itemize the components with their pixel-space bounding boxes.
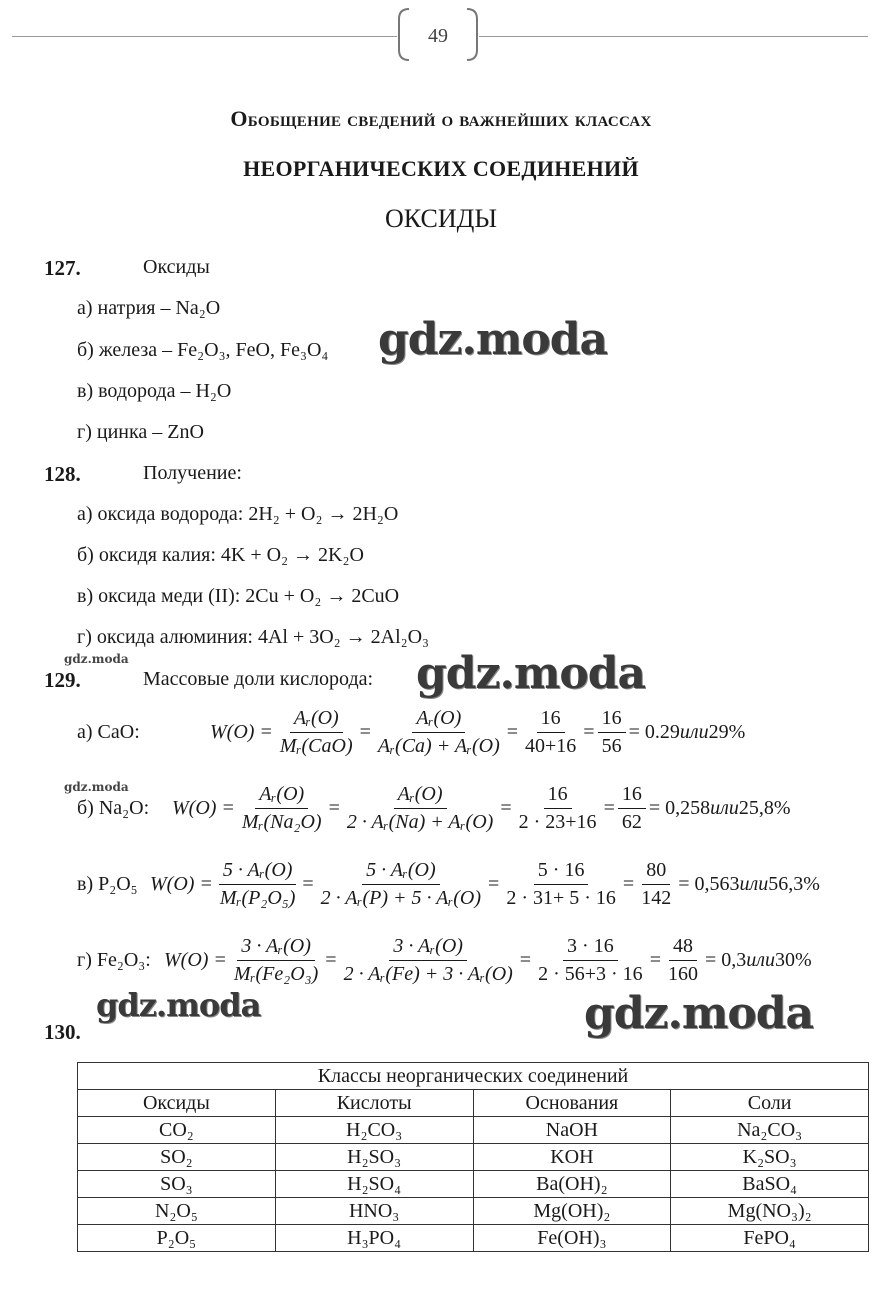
table-row	[78, 1171, 869, 1198]
numerator: 5 · Aᵣ(O)	[219, 859, 297, 885]
task-127-label: Оксиды	[143, 256, 210, 278]
numerator: 3 · Aᵣ(O)	[237, 935, 315, 961]
numerator: 16	[598, 707, 626, 733]
table-cell: P₂O₅	[78, 1225, 276, 1252]
task-127-number: 127.	[44, 256, 81, 280]
denominator: 56	[601, 735, 622, 757]
fraction-1	[276, 707, 357, 758]
denominator: 2 · Aᵣ(P) + 5 · Aᵣ(O)	[320, 887, 482, 909]
table-cell: HNO₃	[275, 1198, 473, 1225]
watermark-small-2: gdz.moda	[64, 780, 129, 794]
result-value: = 0,563	[678, 873, 740, 895]
fraction-3	[515, 783, 601, 834]
task-127-item-d: г) цинка – ZnO	[77, 421, 204, 443]
numerator: 16	[544, 783, 572, 809]
equals-sign: =	[500, 797, 512, 819]
denominator: 2 · 23+16	[518, 811, 597, 833]
header-rule-left	[12, 36, 397, 37]
result-percent: 56,3%	[768, 873, 820, 895]
fraction-2	[374, 707, 504, 758]
task-129-row-b-prefix: б) Na₂O:	[77, 797, 150, 819]
equals-sign: =	[583, 721, 595, 743]
section-heading-line2: НЕОРГАНИЧЕСКИХ СОЕДИНЕНИЙ	[243, 156, 639, 181]
table-cell: CO₂	[78, 1117, 276, 1144]
header-bases: Основания	[473, 1090, 671, 1117]
denominator: 2 · Aᵣ(Fe) + 3 · Aᵣ(O)	[343, 963, 513, 985]
task-128-number: 128.	[44, 462, 81, 486]
denominator: 2 · 31+ 5 · 16	[506, 887, 616, 909]
watermark-4: gdz.moda	[584, 988, 814, 1039]
watermark-1: gdz.moda	[378, 314, 608, 365]
fraction-4	[618, 783, 646, 834]
table-cell: Mg(NO₃)₂	[671, 1198, 869, 1225]
numerator: 48	[669, 935, 697, 961]
equals-sign: =	[649, 949, 661, 971]
page-number-frame	[397, 7, 479, 62]
table-row	[78, 1225, 869, 1252]
denominator: 2 · 56+3 · 16	[538, 963, 643, 985]
equals-sign: =	[325, 949, 337, 971]
equals-sign: =	[328, 797, 340, 819]
table-cell: Ba(OH)₂	[473, 1171, 671, 1198]
fraction-2	[343, 783, 497, 834]
result-value: = 0,258	[648, 797, 711, 819]
task-130-number: 130.	[44, 1020, 81, 1044]
fraction-1	[230, 935, 322, 986]
task-129-label: Массовые доли кислорода:	[143, 668, 374, 690]
table-cell: K₂SO₃	[671, 1144, 869, 1171]
watermark-2: gdz.moda	[416, 648, 646, 699]
denominator: 142	[641, 887, 672, 909]
task-129-row-a-prefix: а) CaO:	[77, 721, 140, 743]
equals-sign: =	[302, 873, 314, 895]
numerator: 16	[618, 783, 646, 809]
task-129-number: 129.	[44, 668, 81, 692]
lhs: W(O) =	[150, 873, 213, 895]
task-129-row-b-equation	[172, 783, 791, 834]
table-cell: Mg(OH)₂	[473, 1198, 671, 1225]
lhs: W(O) =	[210, 721, 273, 743]
subsection-heading: ОКСИДЫ	[385, 204, 497, 233]
result-value: = 0.29	[628, 721, 680, 743]
lhs: W(O) =	[172, 797, 235, 819]
equals-sign: =	[506, 721, 519, 743]
numerator: 16	[537, 707, 565, 733]
result-percent: 29%	[708, 721, 746, 743]
task-127-item-c: в) водорода – H₂O	[77, 380, 232, 402]
equals-sign: =	[359, 721, 371, 743]
fraction-1	[216, 859, 299, 910]
task-129-row-d-prefix: г) Fe₂O₃:	[77, 949, 151, 971]
table-cell: N₂O₅	[78, 1198, 276, 1225]
denominator: Mᵣ(Na₂O)	[241, 811, 322, 833]
or-word: или	[710, 797, 739, 819]
task-127-item-b: б) железа – Fe₂O₃, FeO, Fe₃O₄	[77, 339, 329, 361]
numerator: Aᵣ(O)	[412, 707, 465, 733]
task-129-row-d-equation	[164, 935, 812, 986]
numerator: Aᵣ(O)	[290, 707, 343, 733]
fraction-3	[521, 707, 580, 758]
denominator: 40+16	[525, 735, 577, 757]
fraction-4	[637, 859, 675, 910]
task-129-row-c-prefix: в) P₂O₅	[77, 873, 138, 895]
table-cell: FePO₄	[671, 1225, 869, 1252]
section-heading-line1: Обобщение сведений о важнейших классах	[230, 106, 652, 131]
task-128-item-b: б) оксидя калия: 4K + O₂ → 2K₂O	[77, 544, 364, 566]
lhs: W(O) =	[164, 949, 227, 971]
denominator: Mᵣ(P₂O₅)	[219, 887, 296, 909]
or-word: или	[746, 949, 775, 971]
table-cell: BaSO₄	[671, 1171, 869, 1198]
header-salts: Соли	[671, 1090, 869, 1117]
table-cell: H₂CO₃	[275, 1117, 473, 1144]
equals-sign: =	[488, 873, 500, 895]
fraction-3	[502, 859, 620, 910]
denominator: 160	[667, 963, 698, 985]
fraction-4	[664, 935, 702, 986]
task-127-item-a: а) натрия – Na₂O	[77, 297, 221, 319]
numerator: Aᵣ(O)	[255, 783, 308, 809]
watermark-3: gdz.moda	[96, 986, 261, 1024]
equals-sign: =	[519, 949, 532, 971]
equals-sign: =	[622, 873, 635, 895]
table-cell: KOH	[473, 1144, 671, 1171]
page-number: 49	[428, 25, 448, 47]
header-rule-right	[479, 36, 868, 37]
task-128-label: Получение:	[143, 462, 242, 484]
header-acids: Кислоты	[275, 1090, 473, 1117]
fraction-2	[317, 859, 485, 910]
equals-sign: =	[603, 797, 615, 819]
denominator: Mᵣ(Fe₂O₃)	[233, 963, 319, 985]
fraction-2	[340, 935, 517, 986]
numerator: 80	[642, 859, 670, 885]
table-cell: H₃PO₄	[275, 1225, 473, 1252]
header-oxides: Оксиды	[78, 1090, 276, 1117]
denominator: 2 · Aᵣ(Na) + Aᵣ(O)	[346, 811, 494, 833]
task-128-item-d: г) оксида алюминия: 4Al + 3O₂ → 2Al₂O₃	[77, 626, 430, 648]
or-word: или	[679, 721, 709, 743]
task-128-item-a: а) оксида водорода: 2H₂ + O₂ → 2H₂O	[77, 503, 399, 525]
table-row	[78, 1198, 869, 1225]
table-cell: Na₂CO₃	[671, 1117, 869, 1144]
table-cell: H₂SO₃	[275, 1144, 473, 1171]
table-caption: Классы неорганических соединений	[78, 1063, 869, 1090]
table-row	[78, 1144, 869, 1171]
fraction-4	[598, 707, 626, 758]
numerator: 3 · Aᵣ(O)	[389, 935, 467, 961]
result-percent: 25,8%	[738, 797, 791, 819]
table-caption-row	[78, 1063, 869, 1090]
denominator: 62	[621, 811, 642, 833]
table-cell: SO₂	[78, 1144, 276, 1171]
numerator: Aᵣ(O)	[394, 783, 447, 809]
table-cell: H₂SO₄	[275, 1171, 473, 1198]
numerator: 5 · Aᵣ(O)	[362, 859, 440, 885]
fraction-3	[534, 935, 647, 986]
compound-classes-table	[77, 1062, 869, 1252]
or-word: или	[739, 873, 769, 895]
table-header-row	[78, 1090, 869, 1117]
table-cell: SO₃	[78, 1171, 276, 1198]
denominator: Mᵣ(CaO)	[279, 735, 353, 757]
task-128-item-c: в) оксида меди (II): 2Cu + O₂ → 2CuO	[77, 585, 400, 607]
task-129-row-a-equation	[210, 707, 745, 758]
table-cell: Fe(OH)₃	[473, 1225, 671, 1252]
fraction-1	[238, 783, 326, 834]
table-row	[78, 1117, 869, 1144]
watermark-small-1: gdz.moda	[64, 652, 129, 666]
denominator: Aᵣ(Ca) + Aᵣ(O)	[377, 735, 500, 757]
numerator: 5 · 16	[534, 859, 589, 885]
numerator: 3 · 16	[563, 935, 618, 961]
table-cell: NaOH	[473, 1117, 671, 1144]
result-percent: 30%	[774, 949, 812, 971]
task-129-row-c-equation	[150, 859, 820, 910]
result-value: = 0,3	[704, 949, 747, 971]
